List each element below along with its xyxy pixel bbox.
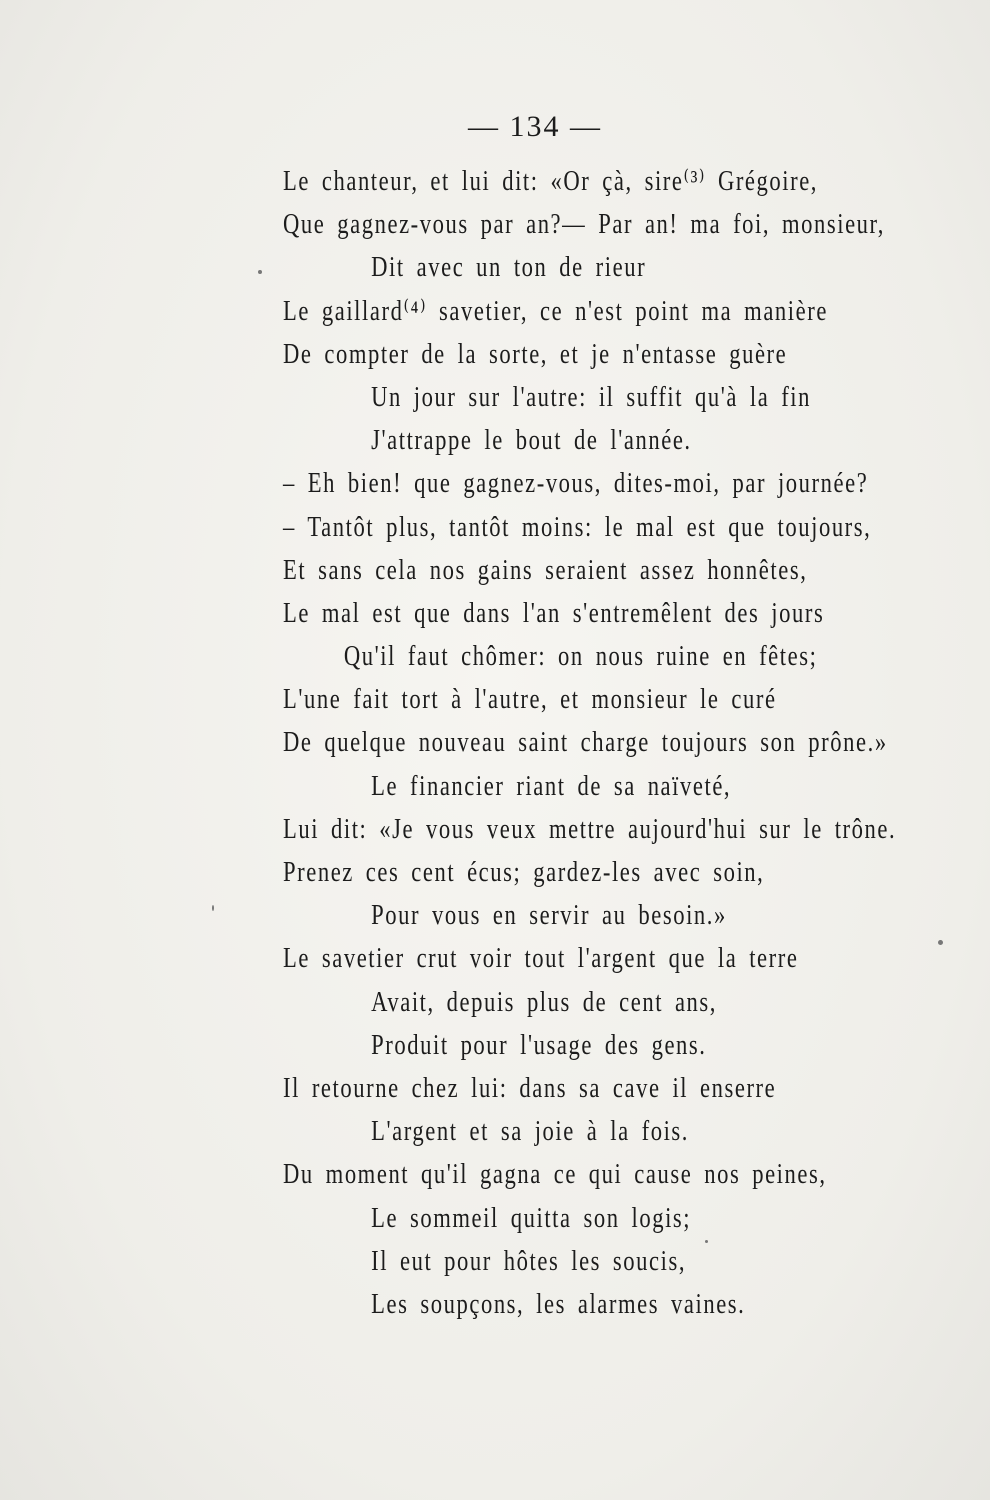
- poem-line: Le mal est que dans l'an s'entremêlent des jours: [283, 596, 825, 629]
- poem-line: L'une fait tort à l'autre, et monsieur le curé: [283, 683, 777, 716]
- poem-line: De quelque nouveau saint charge toujours son prône.»: [283, 726, 888, 759]
- poem-line: Le savetier crut voir tout l'argent que la terre: [283, 942, 799, 975]
- poem-line: L'argent et sa joie à la fois.: [371, 1115, 689, 1148]
- poem-line: Le financier riant de sa naïveté,: [371, 769, 732, 802]
- poem-line: J'attrappe le bout de l'année.: [371, 424, 692, 457]
- poem-line: Et sans cela nos gains seraient assez honnêtes,: [283, 553, 808, 586]
- poem-line: Produit pour l'usage des gens.: [371, 1028, 707, 1061]
- poem-line: – Tantôt plus, tantôt moins: le mal est que toujours,: [283, 510, 872, 543]
- poem-line: Dit avec un ton de rieur: [371, 251, 647, 284]
- poem-line: De compter de la sorte, et je n'entasse guère: [283, 337, 788, 370]
- poem-line: Pour vous en servir au besoin.»: [371, 899, 727, 932]
- poem-line: Prenez ces cent écus; gardez-les avec soin,: [283, 856, 765, 888]
- poem-line: Il eut pour hôtes les soucis,: [371, 1244, 687, 1277]
- poem-line: Il retourne chez lui: dans sa cave il enserre: [283, 1071, 777, 1104]
- poem-line: Que gagnez-vous par an?— Par an! ma foi, monsieur,: [283, 208, 885, 241]
- poem-text: [283, 160, 923, 1326]
- paper-speck: [212, 905, 214, 911]
- page-number: — 134 —: [468, 110, 602, 143]
- poem-line: Un jour sur l'autre: il suffit qu'à la fin: [371, 380, 812, 413]
- poem-line: Qu'il faut chômer: on nous ruine en fêtes;: [343, 640, 818, 673]
- poem-line: Le gaillard⁽⁴⁾ savetier, ce n'est point ma manière: [283, 294, 828, 327]
- poem-line: Le chanteur, et lui dit: «Or çà, sire⁽³⁾ Grégoire,: [283, 165, 819, 197]
- paper-speck: [258, 270, 262, 274]
- paper-speck: [705, 1240, 708, 1243]
- poem-line: Lui dit: «Je vous veux mettre aujourd'hui sur le trône.: [283, 812, 897, 845]
- poem-line: Le sommeil quitta son logis;: [371, 1201, 692, 1234]
- poem-line: Avait, depuis plus de cent ans,: [371, 985, 718, 1018]
- paper-speck: [938, 940, 943, 945]
- poem-line: Les soupçons, les alarmes vaines.: [371, 1287, 746, 1320]
- poem-line: – Eh bien! que gagnez-vous, dites-moi, par journée?: [283, 467, 869, 500]
- poem-line: Du moment qu'il gagna ce qui cause nos peines,: [283, 1158, 827, 1191]
